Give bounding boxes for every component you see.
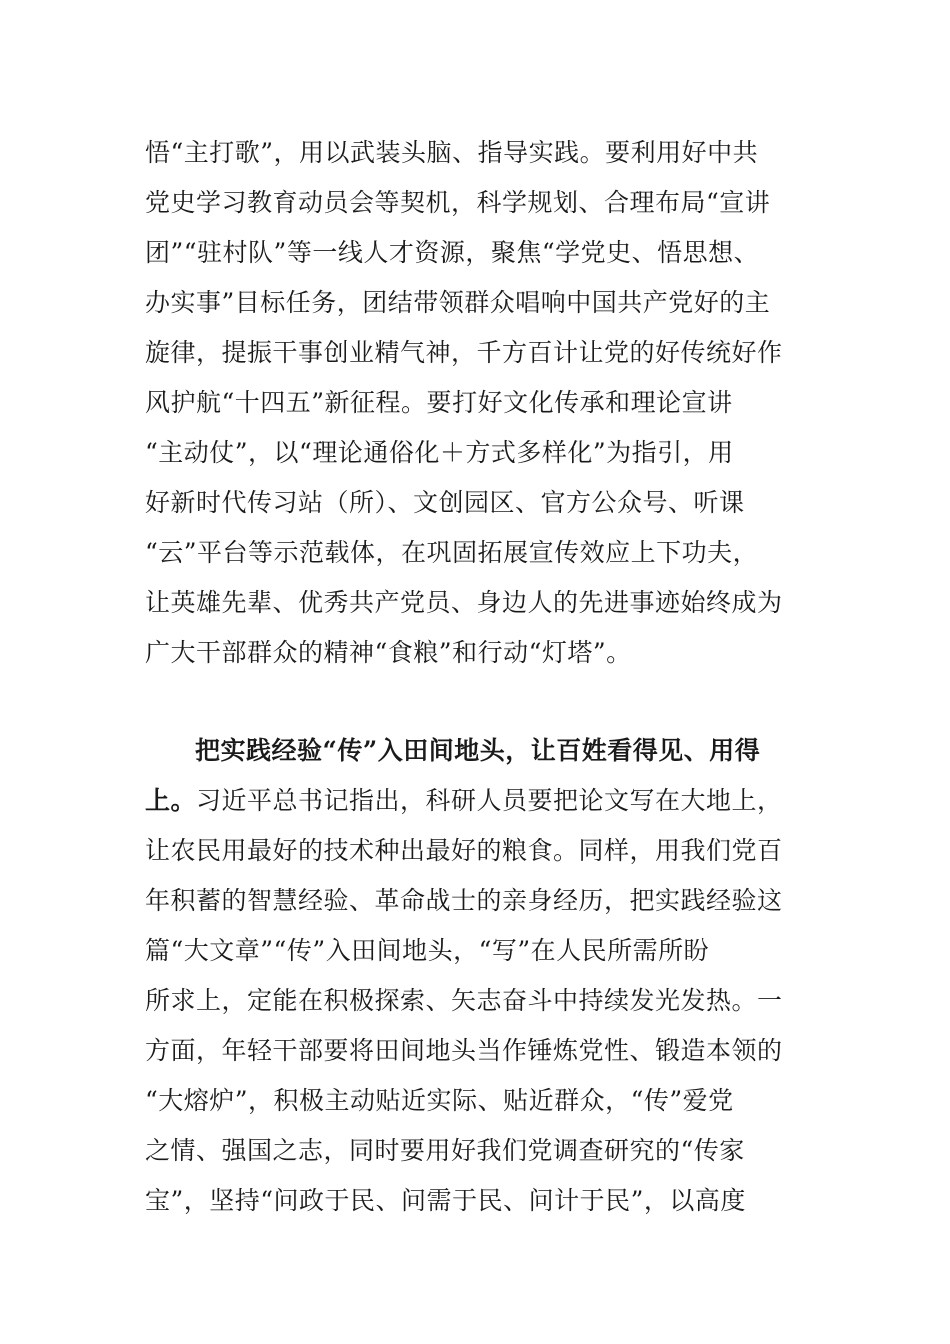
paragraph-1-line-2: 党史学习教育动员会等契机，科学规划、合理布局“宣讲: [145, 188, 771, 217]
paragraph-2-heading-line-1: 把实践经验“传”入田间地头，让百姓看得见、用得: [195, 736, 761, 765]
paragraph-2-line-2: [145, 784, 783, 818]
paragraph-1-line-1: 悟“主打歌”，用以武装头脑、指导实践。要利用好中共: [145, 138, 759, 167]
paragraph-1-line-6: 风护航“十四五”新征程。要打好文化传承和理论宣讲: [145, 388, 733, 417]
paragraph-2-line-4: 年积蓄的智慧经验、革命战士的亲身经历，把实践经验这: [145, 886, 783, 915]
paragraph-2-heading-end: 上。: [145, 786, 197, 815]
paragraph-1-line-10: 让英雄先辈、优秀共产党员、身边人的先进事迹始终成为: [145, 588, 783, 617]
paragraph-2-line-7: 方面，年轻干部要将田间地头当作锤炼党性、锻造本领的: [145, 1036, 783, 1065]
paragraph-2-line-3: 让农民用最好的技术种出最好的粮食。同样，用我们党百: [145, 836, 783, 865]
paragraph-2-line-8: “大熔炉”，积极主动贴近实际、贴近群众，“传”爱党: [145, 1086, 734, 1115]
paragraph-2-line-9: 之情、强国之志，同时要用好我们党调查研究的“传家: [145, 1136, 745, 1165]
paragraph-2-line-6: 所求上，定能在积极探索、矢志奋斗中持续发光发热。一: [145, 986, 783, 1015]
paragraph-1-line-8: 好新时代传习站（所）、文创园区、官方公众号、听课: [145, 488, 745, 517]
paragraph-1-line-3: 团”“驻村队”等一线人才资源，聚焦“学党史、悟思想、: [145, 238, 760, 267]
paragraph-1-line-11: 广大干部群众的精神“食粮”和行动“灯塔”。: [145, 638, 632, 667]
paragraph-2-line-2-text: 习近平总书记指出，科研人员要把论文写在大地上，: [196, 786, 783, 815]
paragraph-1-line-9: “云”平台等示范载体，在巩固拓展宣传效应上下功夫，: [145, 538, 759, 567]
paragraph-1-line-4: 办实事”目标任务，团结带领群众唱响中国共产党好的主: [145, 288, 771, 317]
paragraph-2-line-5: 篇“大文章”“传”入田间地头，“写”在人民所需所盼: [145, 936, 710, 965]
paragraph-1-line-7: “主动仗”，以“理论通俗化＋方式多样化”为指引，用: [145, 438, 734, 467]
paragraph-2-line-10: 宝”，坚持“问政于民、问需于民、问计于民”，以高度: [145, 1186, 746, 1215]
paragraph-1-line-5: 旋律，提振干事创业精气神，千方百计让党的好传统好作: [145, 338, 783, 367]
